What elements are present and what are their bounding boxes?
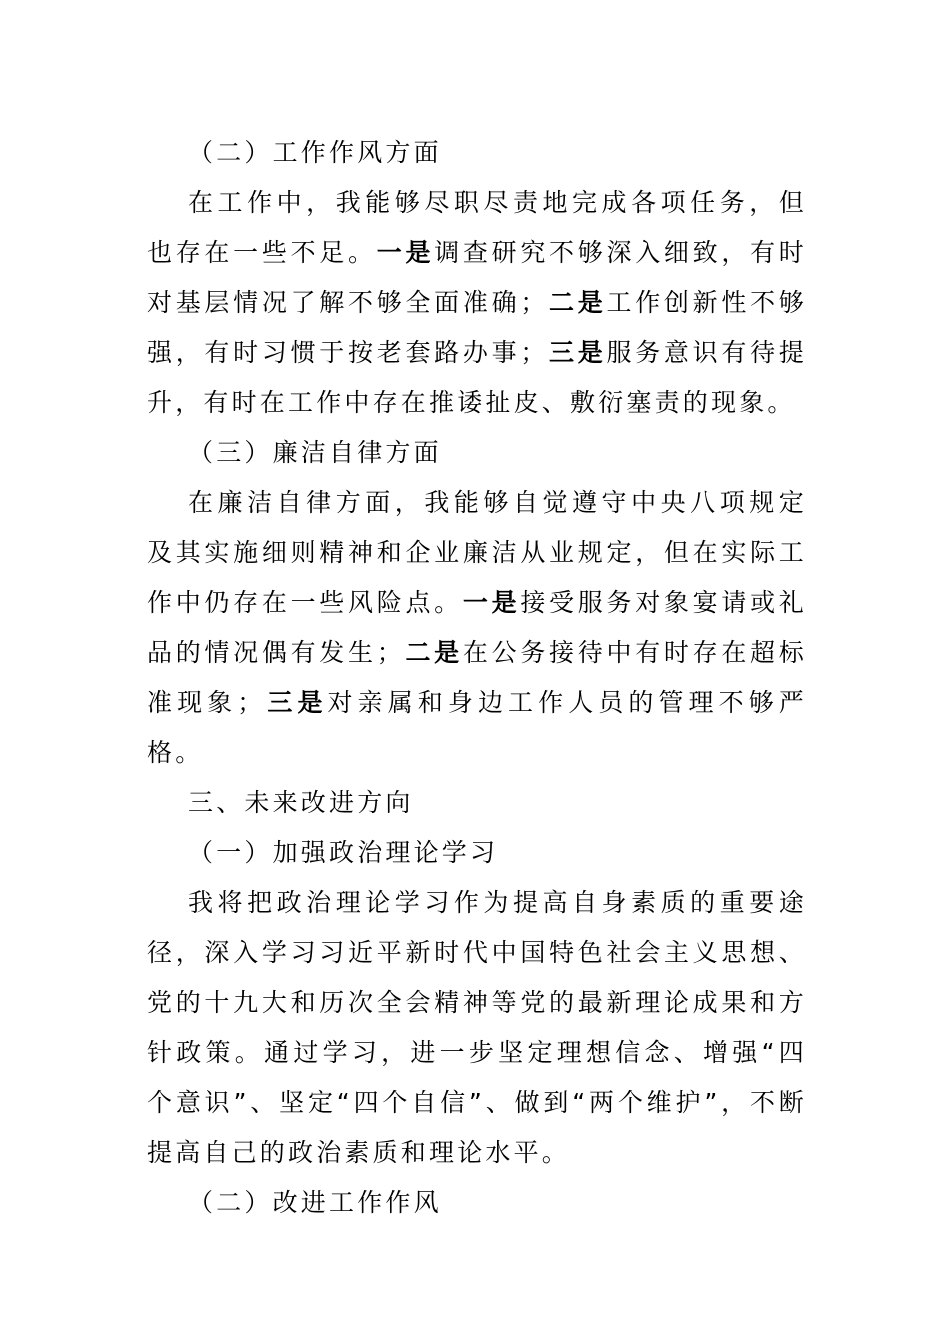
work-style-point-1: 调查研究不够深入细致，有时对基层情况了解不够全面准确； bbox=[147, 238, 807, 317]
integrity-point-3: 对亲属和身边工作人员的管理不够严格。 bbox=[147, 688, 808, 767]
document-body bbox=[147, 128, 807, 1228]
keyword-first: 一是 bbox=[376, 238, 435, 267]
keyword-second: 二是 bbox=[404, 638, 463, 667]
work-style-point-2: 工作创新性不够强，有时习惯于按老套路办事； bbox=[147, 288, 807, 367]
work-style-point-3: 服务意识有待提升，有时在工作中存在推诿扯皮、敷衍塞责的现象。 bbox=[147, 338, 807, 417]
keyword-third: 三是 bbox=[548, 338, 607, 367]
heading-political-study: （一）加强政治理论学习 bbox=[188, 838, 499, 867]
paragraph-work-style bbox=[147, 178, 807, 428]
work-style-intro: 在工作中，我能够尽职尽责地完成各项任务，但也存在一些不足。 bbox=[147, 188, 807, 267]
heading-section-3: 三、未来改进方向 bbox=[188, 788, 414, 817]
paragraph-integrity bbox=[147, 478, 807, 778]
integrity-point-2: 在公务接待中有时存在超标准现象； bbox=[147, 638, 807, 717]
keyword-first: 一是 bbox=[462, 588, 521, 617]
heading-work-style: （二）工作作风方面 bbox=[188, 138, 442, 167]
heading-integrity: （三）廉洁自律方面 bbox=[188, 438, 442, 467]
keyword-second: 二是 bbox=[548, 288, 607, 317]
paragraph-political-study: 我将把政治理论学习作为提高自身素质的重要途径，深入学习习近平新时代中国特色社会主义思想、党的十九大和历次全会精神等党的最新理论成果和方针政策。通过学习，进一步坚定理想信念、增强“四个意识”、坚定“四个自信”、做到“两个维护”，不断提高自己的政治素质和理论水平。 bbox=[147, 888, 807, 1167]
keyword-third: 三是 bbox=[265, 688, 328, 717]
integrity-intro: 在廉洁自律方面，我能够自觉遵守中央八项规定及其实施细则精神和企业廉洁从业规定，但在实际工作中仍存在一些风险点。 bbox=[147, 488, 807, 617]
heading-improve-work-style: （二）改进工作作风 bbox=[188, 1188, 442, 1217]
integrity-point-1: 接受服务对象宴请或礼品的情况偶有发生； bbox=[147, 588, 807, 667]
